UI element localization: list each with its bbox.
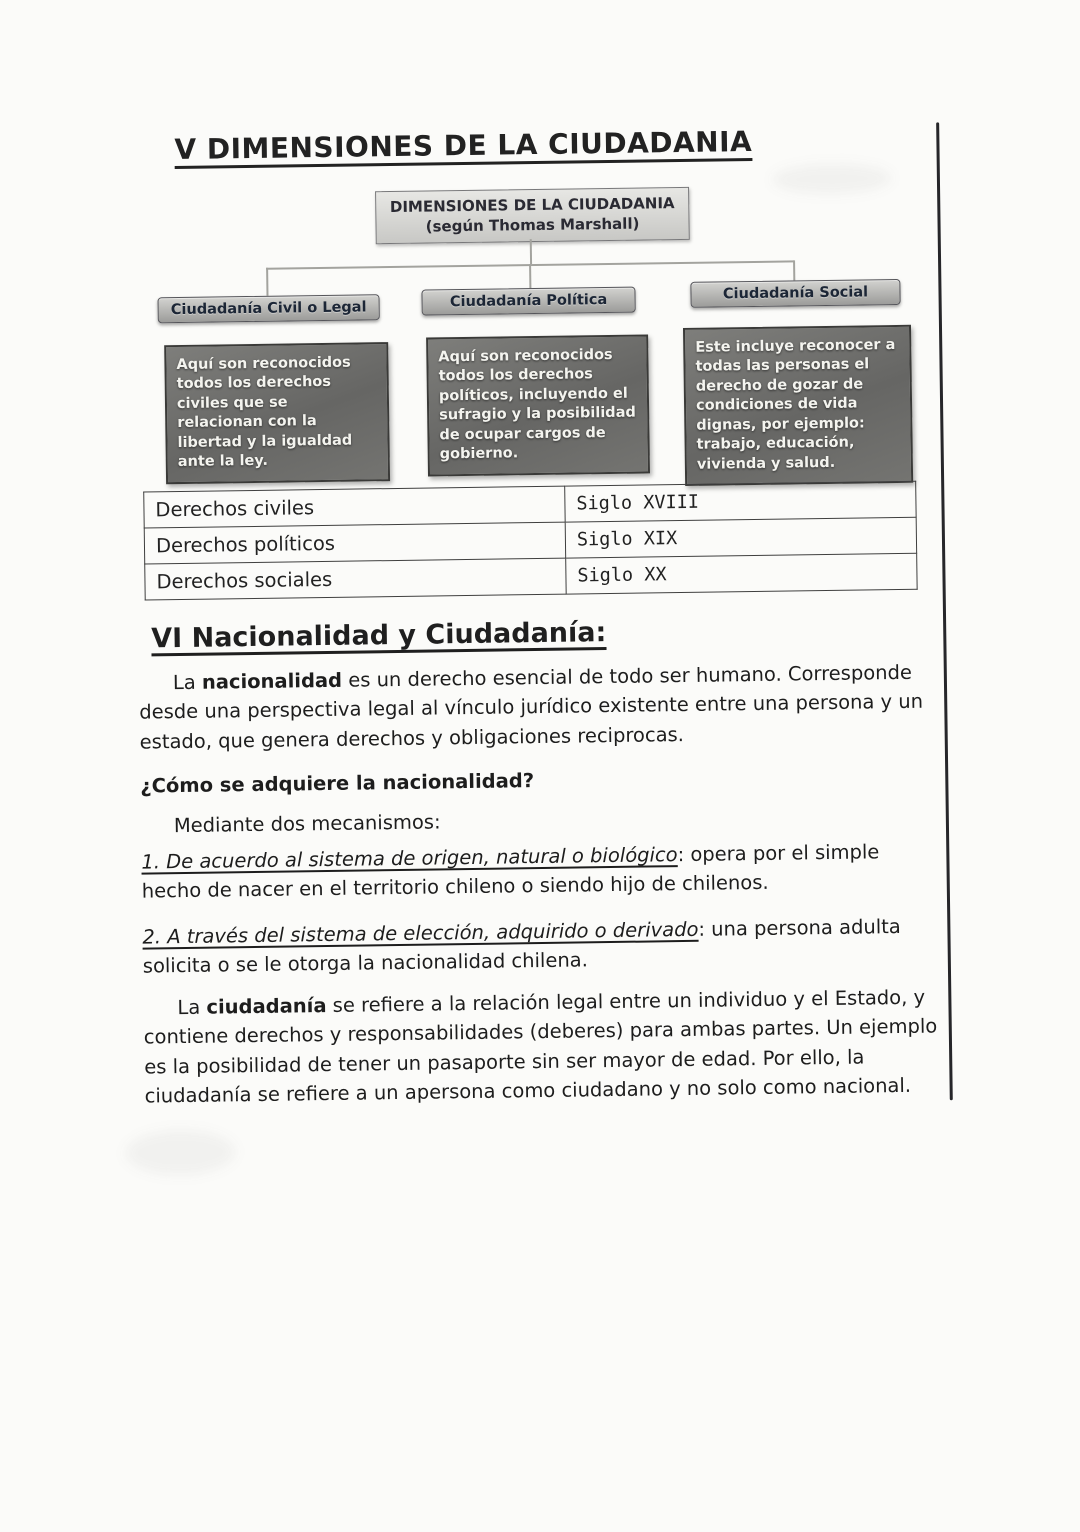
right-name-cell: Derechos civiles [144, 486, 565, 528]
mechanisms-intro: Mediante dos mecanismos: [173, 810, 441, 838]
bold-nacionalidad: nacionalidad [201, 668, 343, 694]
scan-artifact [772, 163, 892, 195]
connector-branch-2 [529, 264, 531, 288]
nationality-intro-paragraph [139, 657, 935, 756]
right-name-cell: Derechos políticos [144, 522, 565, 564]
century-cell: Siglo XVIII [565, 481, 916, 522]
mechanism-1-paragraph [141, 836, 937, 906]
mechanism-1-title: 1. De acuerdo al sistema de origen, natural o biológico [141, 843, 678, 874]
rights-century-table [143, 481, 917, 601]
century-cell: Siglo XX [566, 553, 917, 594]
section-heading-nacionalidad: VI Nacionalidad y Ciudadanía: [151, 617, 607, 655]
mechanism-1-text: : opera por el simple hecho de nacer en el territorio chileno o siendo hijo de chilenos. [141, 840, 880, 903]
branch-label-politica: Ciudadanía Política [421, 287, 635, 316]
connector-branch-1 [266, 268, 268, 296]
diagram-root-box [375, 187, 690, 244]
diagram-root-title: DIMENSIONES DE LA CIUDADANIA [389, 194, 675, 217]
citizenship-paragraph [143, 982, 940, 1110]
scan-artifact [125, 1129, 236, 1176]
mechanism-2-text: : una persona adulta solicita o se le otorga la nacionalidad chilena. [142, 914, 901, 978]
branch-body-social: Este incluye reconocer a todas las personas el derecho de gozar de condiciones de vida dignas, por ejemplo: trabajo, educación, vivienda y salud. [683, 325, 913, 486]
intro-lead-text: La [172, 670, 203, 695]
connector-branch-3 [793, 260, 795, 280]
page-edge-line [936, 122, 953, 1100]
citizenship-lead-text: La [177, 995, 207, 1020]
connector-root-stem [530, 239, 532, 264]
branch-label-social: Ciudadanía Social [690, 279, 900, 308]
question-heading: ¿Cómo se adquiere la nacionalidad? [140, 769, 535, 798]
page-title: V DIMENSIONES DE LA CIUDADANIA [174, 124, 753, 167]
branch-body-civil: Aquí son reconocidos todos los derechos civiles que se relacionan con la libertad y la igualdad ante la ley. [164, 342, 390, 484]
citizenship-rest-text: se refiere a la relación legal entre un individuo y el Estado, y contiene derechos y responsabilidades (deberes) para ambas partes. Un ejemplo es la posibilidad de tener un pasaporte sin ser mayor de edad. Por ello, la ciudadanía se refiere a un apersona como ciudadano y no solo como nacional. [143, 985, 938, 1108]
diagram-root-subtitle: (según Thomas Marshall) [425, 214, 640, 236]
mechanism-2-paragraph [142, 911, 938, 981]
right-name-cell: Derechos sociales [145, 558, 566, 600]
century-cell: Siglo XIX [565, 517, 916, 558]
mechanism-2-title: 2. A través del sistema de elección, adquirido o derivado [142, 917, 699, 949]
branch-body-politica: Aquí son reconocidos todos los derechos políticos, incluyendo el sufragio y la posibilidad de ocupar cargos de gobierno. [426, 334, 650, 476]
intro-rest-text: es un derecho esencial de todo ser humano. Corresponde desde una perspectiva legal al vínculo jurídico existente entre una persona y un estado, que genera derechos y obligaciones reciprocas. [139, 660, 924, 754]
bold-ciudadania: ciudadanía [206, 994, 327, 1019]
branch-label-civil: Ciudadanía Civil o Legal [158, 294, 380, 323]
